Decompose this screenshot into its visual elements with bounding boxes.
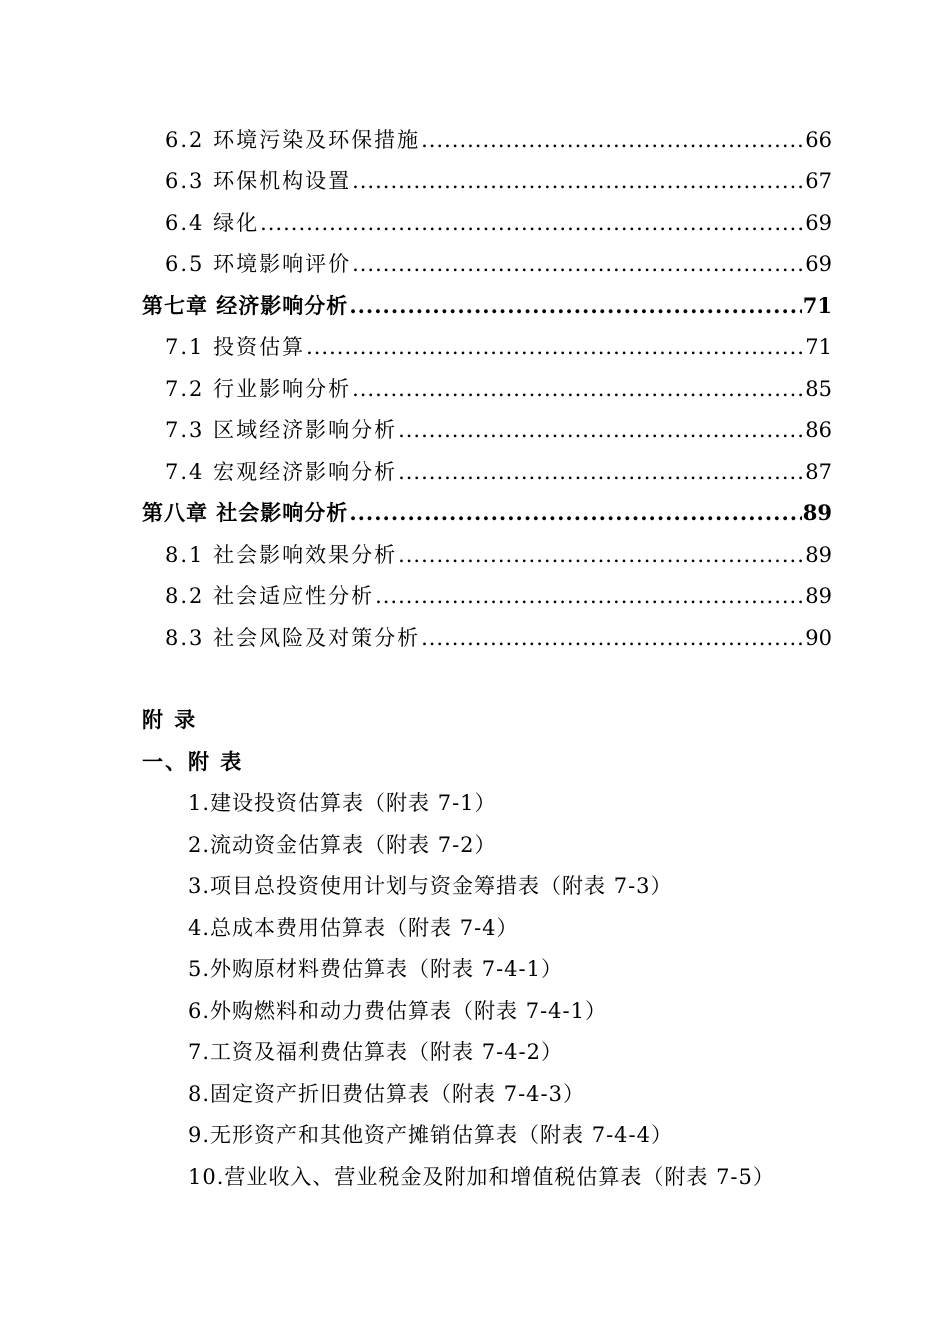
toc-dot-leader [349, 286, 801, 326]
appendix-item: 10.营业收入、营业税金及附加和增值税估算表（附表 7-5） [188, 1165, 775, 1189]
toc-entry-page: 89 [805, 584, 832, 608]
appendix-item: 2.流动资金估算表（附表 7-2） [188, 833, 497, 857]
toc-entry-title: 6.2 环境污染及环保措施 [165, 128, 421, 152]
toc-chapter-entry[interactable] [142, 286, 832, 326]
toc-entry-page: 69 [805, 252, 832, 276]
toc-chapter-title: 第八章 社会影响分析 [142, 500, 349, 525]
toc-dot-leader [349, 493, 801, 533]
toc-entry[interactable] [165, 203, 832, 243]
toc-dot-leader [260, 203, 804, 243]
toc-chapter-page: 89 [802, 500, 832, 525]
toc-entry-page: 71 [805, 335, 832, 359]
toc-entry-page: 69 [805, 211, 832, 235]
appendix-title: 附 录 [142, 707, 198, 732]
toc-entry[interactable] [165, 410, 832, 450]
toc-entry-title: 6.5 环境影响评价 [165, 252, 352, 276]
toc-entry-title: 7.3 区域经济影响分析 [165, 418, 398, 442]
appendix-item: 6.外购燃料和动力费估算表（附表 7-4-1） [188, 999, 607, 1023]
appendix-subtitle: 一、附 表 [142, 749, 244, 774]
toc-entry-title: 6.3 环保机构设置 [165, 169, 352, 193]
toc-entry[interactable] [165, 327, 832, 367]
toc-entry[interactable] [165, 452, 832, 492]
toc-dot-leader [352, 369, 804, 409]
toc-entry-page: 89 [805, 543, 832, 567]
appendix-item: 9.无形资产和其他资产摊销估算表（附表 7-4-4） [188, 1123, 673, 1147]
toc-entry-page: 87 [805, 460, 832, 484]
appendix-item: 3.项目总投资使用计划与资金筹措表（附表 7-3） [188, 874, 673, 898]
appendix-item: 7.工资及福利费估算表（附表 7-4-2） [188, 1040, 563, 1064]
toc-entry[interactable] [165, 244, 832, 284]
toc-entry[interactable] [165, 120, 832, 160]
toc-entry-page: 85 [805, 377, 832, 401]
toc-entry-title: 7.1 投资估算 [165, 335, 306, 359]
toc-entry-title: 7.2 行业影响分析 [165, 377, 352, 401]
toc-entry-title: 7.4 宏观经济影响分析 [165, 460, 398, 484]
toc-entry-page: 86 [805, 418, 832, 442]
toc-entry[interactable] [165, 161, 832, 201]
toc-dot-leader [306, 327, 804, 367]
toc-dot-leader [398, 452, 804, 492]
toc-chapter-title: 第七章 经济影响分析 [142, 293, 349, 318]
toc-chapter-page: 71 [802, 293, 832, 318]
toc-entry-page: 90 [805, 626, 832, 650]
toc-chapter-entry[interactable] [142, 493, 832, 533]
toc-entry[interactable] [165, 369, 832, 409]
toc-entry-page: 67 [805, 169, 832, 193]
toc-dot-leader [352, 244, 804, 284]
toc-dot-leader [398, 535, 804, 575]
toc-entry-title: 8.2 社会适应性分析 [165, 584, 375, 608]
toc-dot-leader [398, 410, 804, 450]
toc-dot-leader [375, 576, 804, 616]
toc-dot-leader [352, 161, 804, 201]
toc-dot-leader [421, 618, 804, 658]
toc-dot-leader [421, 120, 804, 160]
appendix-item: 5.外购原材料费估算表（附表 7-4-1） [188, 957, 563, 981]
toc-entry[interactable] [165, 535, 832, 575]
appendix-item: 4.总成本费用估算表（附表 7-4） [188, 916, 519, 940]
toc-entry-title: 6.4 绿化 [165, 211, 260, 235]
toc-entry-page: 66 [805, 128, 832, 152]
toc-entry-title: 8.1 社会影响效果分析 [165, 543, 398, 567]
appendix-item: 8.固定资产折旧费估算表（附表 7-4-3） [188, 1082, 585, 1106]
appendix-item: 1.建设投资估算表（附表 7-1） [188, 791, 497, 815]
toc-entry-title: 8.3 社会风险及对策分析 [165, 626, 421, 650]
toc-entry[interactable] [165, 576, 832, 616]
toc-entry[interactable] [165, 618, 832, 658]
